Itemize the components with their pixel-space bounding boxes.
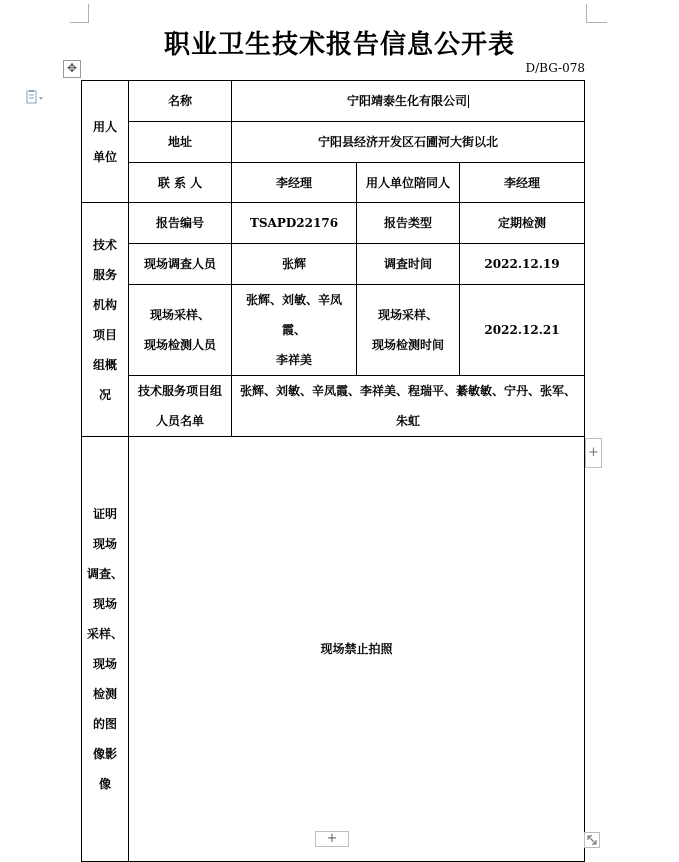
employer-address-label: 地址 <box>129 122 232 163</box>
plus-icon: + <box>326 831 338 846</box>
sampling-staff-label: 现场采样、 现场检测人员 <box>129 285 232 376</box>
table-move-handle[interactable] <box>63 60 81 78</box>
add-column-button[interactable] <box>585 438 602 468</box>
paste-options-icon[interactable] <box>26 90 46 106</box>
service-section-label: 技术 服务 机构 项目 组概 况 <box>82 203 129 437</box>
contact-person-label: 联 系 人 <box>129 163 232 203</box>
plus-icon: + <box>588 445 599 460</box>
disclosure-table <box>81 80 585 862</box>
members-value[interactable]: 张辉、刘敏、辛凤霞、李祥美、程瑞平、綦敏敏、宁丹、张军、 朱虹 <box>232 376 585 437</box>
survey-staff-value[interactable]: 张辉 <box>232 244 357 285</box>
document-title: 职业卫生技术报告信息公开表 <box>163 30 515 60</box>
move-arrows-icon: ✥ <box>66 61 78 75</box>
survey-time-label: 调查时间 <box>357 244 460 285</box>
evidence-section-label: 证明 现场 调查、 现场 采样、 现场 检测 的图 像影 像 <box>82 437 129 862</box>
report-type-label: 报告类型 <box>357 203 460 244</box>
sampling-time-value[interactable]: 2022.12.21 <box>460 285 585 376</box>
contact-person-value[interactable]: 李经理 <box>232 163 357 203</box>
sampling-time-label: 现场采样、 现场检测时间 <box>357 285 460 376</box>
employer-name-value: 宁阳靖泰生化有限公司 <box>347 94 468 108</box>
employer-address-value[interactable]: 宁阳县经济开发区石圃河大街以北 <box>232 122 585 163</box>
resize-diagonal-icon <box>584 832 600 848</box>
sampling-staff-value[interactable]: 张辉、刘敏、辛凤霞、 李祥美 <box>232 285 357 376</box>
evidence-value[interactable]: 现场禁止拍照 <box>129 437 585 862</box>
survey-staff-label: 现场调查人员 <box>129 244 232 285</box>
members-label: 技术服务项目组 人员名单 <box>129 376 232 437</box>
add-row-button[interactable] <box>315 831 349 847</box>
text-cursor <box>468 95 469 108</box>
page-corner-mark-top-left <box>70 4 89 23</box>
survey-time-value[interactable]: 2022.12.19 <box>460 244 585 285</box>
page-corner-mark-top-right <box>586 4 607 23</box>
companion-value[interactable]: 李经理 <box>460 163 585 203</box>
report-number-value[interactable]: TSAPD22176 <box>232 203 357 244</box>
table-resize-handle[interactable] <box>584 832 600 848</box>
employer-name-label: 名称 <box>129 81 232 122</box>
employer-name-cell[interactable] <box>232 81 585 122</box>
report-type-value[interactable]: 定期检测 <box>460 203 585 244</box>
report-number-label: 报告编号 <box>129 203 232 244</box>
companion-label: 用人单位陪同人 <box>357 163 460 203</box>
employer-section-label: 用人 单位 <box>82 81 129 203</box>
document-code: D/BG-078 <box>525 61 585 75</box>
